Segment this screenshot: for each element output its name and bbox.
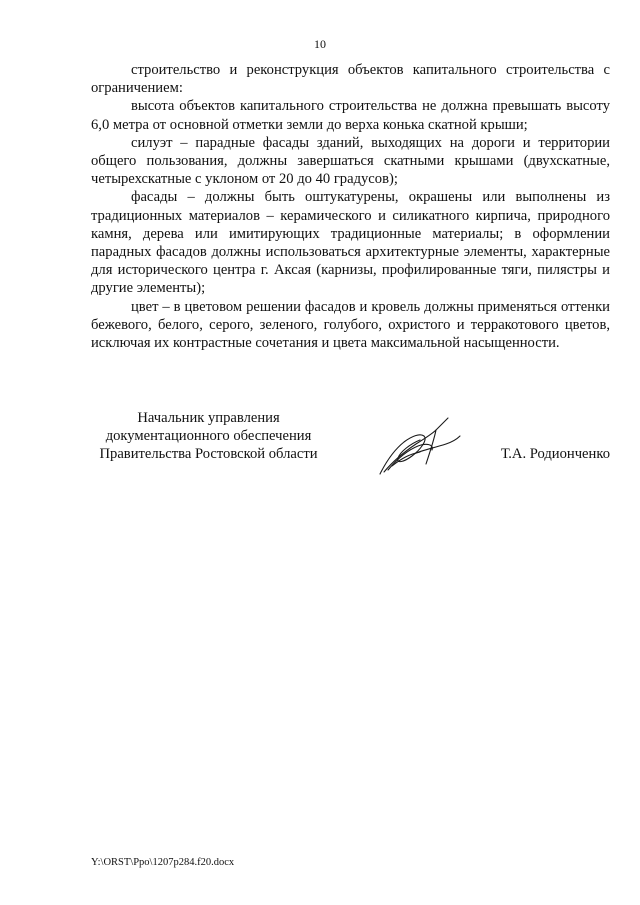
handwritten-signature bbox=[374, 414, 464, 478]
paragraph-color: цвет – в цветовом решении фасадов и кровель должны применяться оттенки бежевого, белого, серого, зеленого, голубого, охристого и терракотового цветов, исключая их контрастные сочетания и цвета максимальной насыщенности. bbox=[91, 298, 610, 352]
paragraph-construction: строительство и реконструкция объектов капитального строительства с ограничением: bbox=[91, 62, 610, 97]
paragraph-height: высота объектов капитального строительства не должна превышать высоту 6,0 метра от основной отметки земли до верха конька скатной крыши; bbox=[91, 98, 610, 133]
signatory-title-line: документационного обеспечения bbox=[105, 428, 312, 445]
paragraph-facades: фасады – должны быть оштукатурены, окрашены или выполнены из традиционных материалов – керамического и силикатного кирпича, природного камня, дерева или имитирующих традиционные материалы; в оформлении парадных фасадов должны использоваться архитектурные элементы, характерные для исторического центра г. Аксая (карнизы, профилированные тяги, пилястры и другие элементы); bbox=[91, 189, 610, 297]
signatory-title-line: Начальник управления bbox=[137, 410, 280, 426]
footer-file-path: Y:\ORST\Ppo\1207p284.f20.docx bbox=[91, 857, 235, 868]
signatory-title-line: Правительства Ростовской области bbox=[99, 446, 318, 463]
signatory-name: Т.А. Родионченко bbox=[500, 446, 610, 462]
signatory-title bbox=[91, 409, 326, 464]
paragraph-silhouette: силуэт – парадные фасады зданий, выходящих на дороги и территории общего пользования, должны завершаться скатными крышами (двухскатные, четырехскатные с уклоном от 20 до 40 градусов); bbox=[91, 134, 610, 188]
body-text bbox=[91, 61, 610, 352]
page-number: 10 bbox=[314, 37, 326, 51]
